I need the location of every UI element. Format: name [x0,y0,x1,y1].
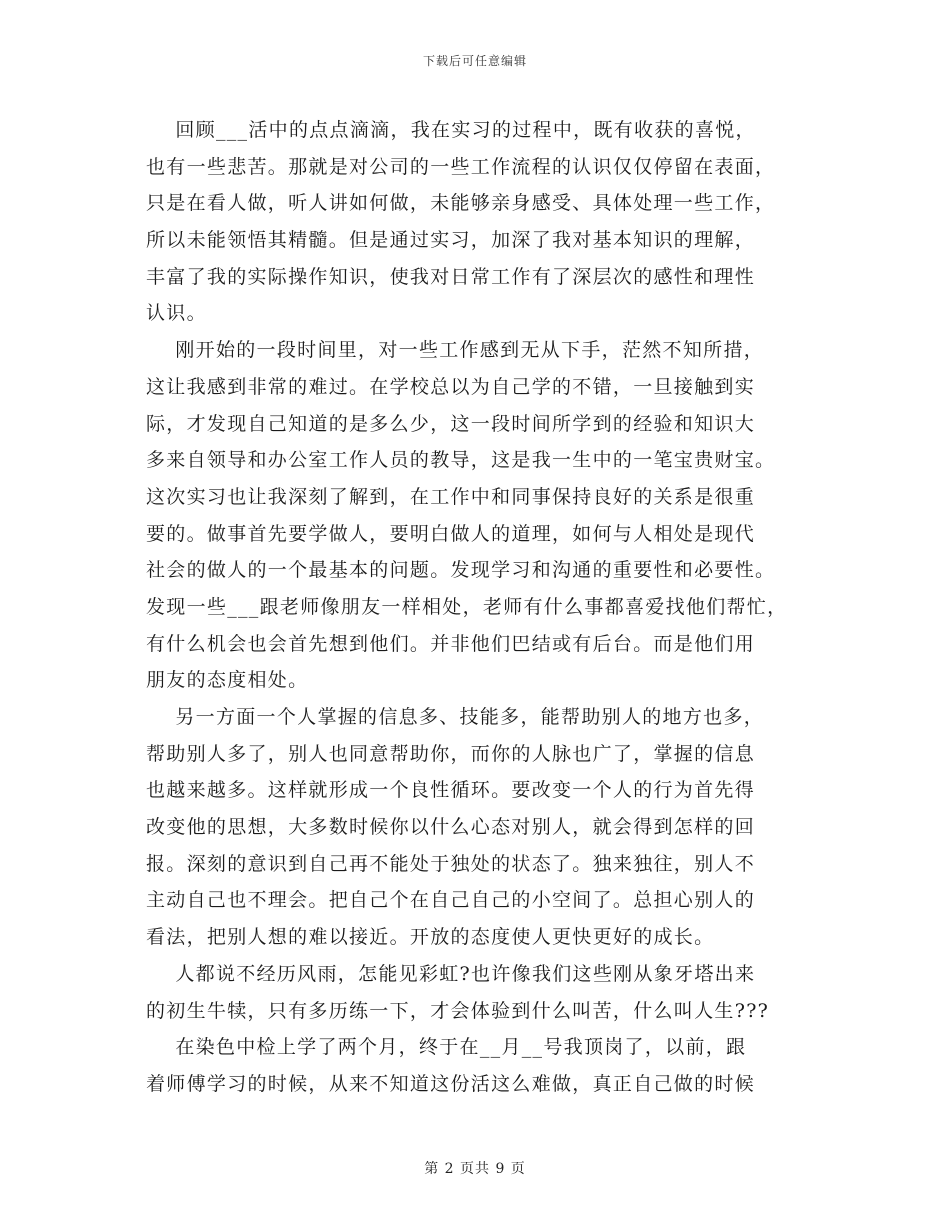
page-number: 第 2 页共 9 页 [424,1161,526,1177]
text-line: 人都说不经历风雨，怎能见彩虹?也许像我们这些刚从象牙塔出来 [146,962,756,985]
text-line: 帮助别人多了，别人也同意帮助你，而你的人脉也广了，掌握的信息 [146,742,756,765]
text-line: 所以未能领悟其精髓。但是通过实习，加深了我对基本知识的理解， [146,229,756,252]
text-line: 丰富了我的实际操作知识，使我对日常工作有了深层次的感性和理性 [146,265,756,288]
document-body [146,112,826,1103]
text-line: 看法，把别人想的难以接近。开放的态度使人更快更好的成长。 [146,926,715,949]
text-line: 改变他的思想，大多数时候你以什么心态对别人，就会得到怎样的回 [146,816,756,839]
text-line: 这让我感到非常的难过。在学校总以为自己学的不错，一旦接触到实 [146,375,756,398]
text-line: 要的。做事首先要学做人，要明白做人的道理，如何与人相处是现代 [146,522,756,545]
text-line: 认识。 [146,302,207,325]
text-line: 有什么机会也会首先想到他们。并非他们巴结或有后台。而是他们用 [146,632,756,655]
page-header: 下载后可任意编辑 [422,54,527,68]
text-line: 着师傅学习的时候，从来不知道这份活这么难做，真正自己做的时候 [146,1072,756,1095]
text-line: 多来自领导和办公室工作人员的教导，这是我一生中的一笔宝贵财宝。 [146,449,776,472]
text-line: 朋友的态度相处。 [146,669,309,692]
text-line: 报。深刻的意识到自己再不能处于独处的状态了。独来独往，别人不 [146,852,756,875]
text-line: 刚开始的一段时间里，对一些工作感到无从下手，茫然不知所措， [146,339,765,362]
text-line: 在染色中检上学了两个月，终于在__月__号我顶岗了，以前，跟 [146,1036,747,1059]
text-line: 的初生牛犊，只有多历练一下，才会体验到什么叫苦，什么叫人生??? [146,999,770,1022]
text-line: 主动自己也不理会。把自己个在自己自己的小空间了。总担心别人的 [146,889,756,912]
text-line: 社会的做人的一个最基本的问题。发现学习和沟通的重要性和必要性。 [146,559,776,582]
text-line: 际，才发现自己知道的是多么少，这一段时间所学到的经验和知识大 [146,412,756,435]
text-line: 也有一些悲苦。那就是对公司的一些工作流程的认识仅仅停留在表面， [146,155,776,178]
text-line: 发现一些___跟老师像朋友一样相处，老师有什么事都喜爱找他们帮忙， [146,595,788,618]
text-line: 只是在看人做，听人讲如何做，未能够亲身感受、具体处理一些工作， [146,192,776,215]
text-line: 这次实习也让我深刻了解到，在工作中和同事保持良好的关系是很重 [146,485,756,508]
text-line: 回顾___活中的点点滴滴，我在实习的过程中，既有收获的喜悦， [146,119,756,141]
text-line: 另一方面一个人掌握的信息多、技能多，能帮助别人的地方也多， [146,706,765,728]
text-line: 也越来越多。这样就形成一个良性循环。要改变一个人的行为首先得 [146,779,756,802]
